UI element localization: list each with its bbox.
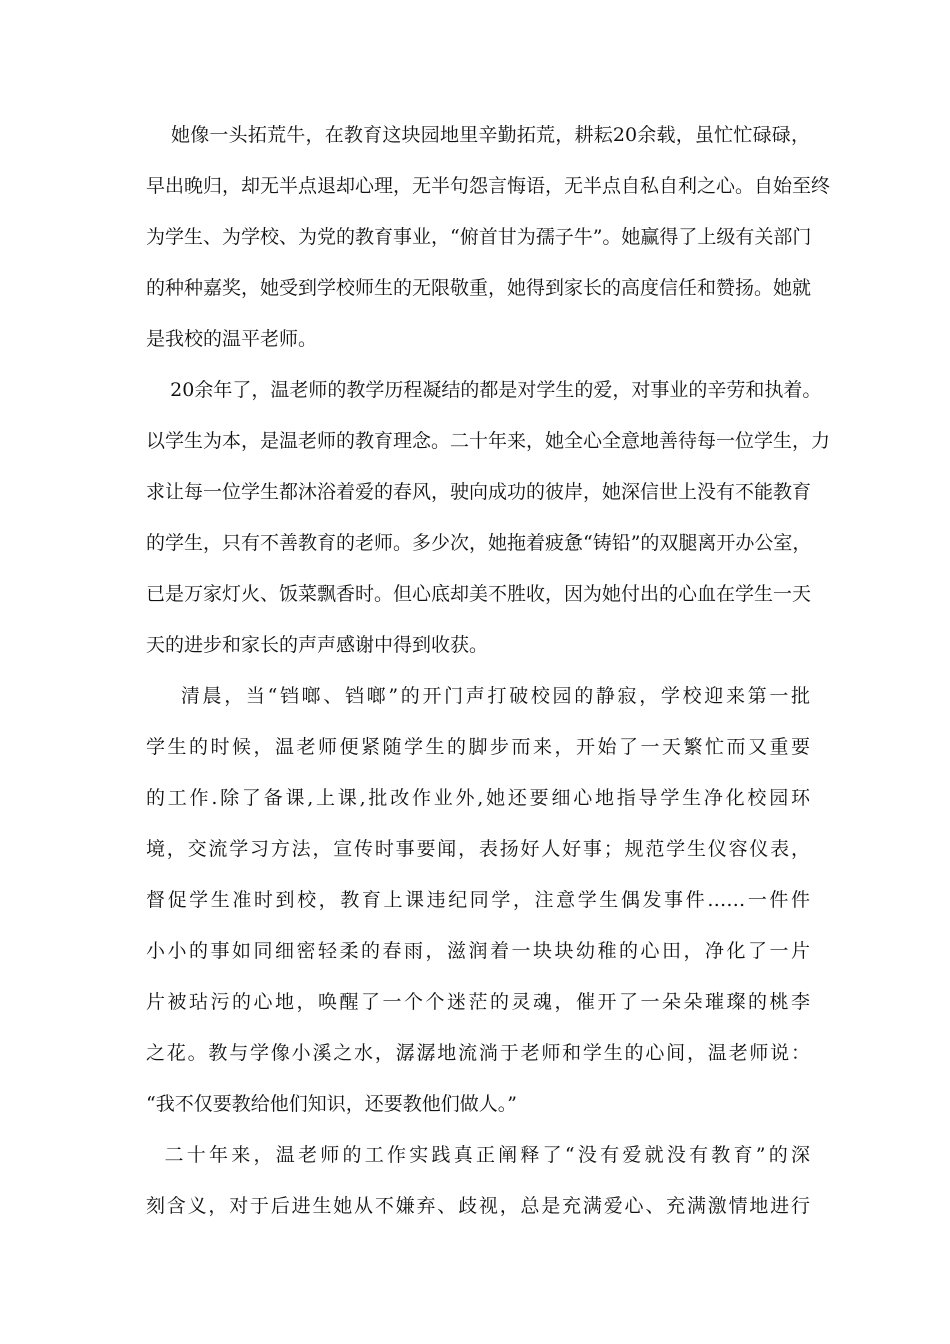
- text-line: 是我校的温平老师。: [146, 328, 318, 350]
- text-line: 学生的时候，温老师便紧随学生的脚步而来，开始了一天繁忙而又重要: [146, 736, 810, 758]
- text-line: 天的进步和家长的声声感谢中得到收获。: [146, 634, 489, 656]
- text-line: 刻含义，对于后进生她从不嫌弃、歧视，总是充满爱心、充满激情地进行: [146, 1195, 810, 1217]
- text-line: 求让每一位学生都沐浴着爱的春风，驶向成功的彼岸，她深信世上没有不能教育: [146, 481, 812, 503]
- document-body: [146, 110, 831, 1232]
- text-line: 的工作.除了备课,上课,批改作业外,她还要细心地指导学生净化校园环: [146, 787, 810, 809]
- text-line: 之花。教与学像小溪之水，潺潺地流淌于老师和学生的心间，温老师说：: [146, 1042, 810, 1064]
- paragraph: [146, 1130, 810, 1232]
- text-line: 清晨，当“铛啷、铛啷”的开门声打破校园的静寂，学校迎来第一批: [146, 685, 810, 707]
- text-line: “我不仅要教给他们知识，还要教他们做人。”: [146, 1093, 517, 1115]
- text-line: 的学生，只有不善教育的老师。多少次，她拖着疲惫“铸铅”的双腿离开办公室，: [146, 532, 812, 554]
- text-line: 督促学生准时到校，教育上课违纪同学，注意学生偶发事件……一件件: [146, 889, 810, 911]
- paragraph: [146, 110, 831, 365]
- text-line: 的种种嘉奖，她受到学校师生的无限敬重，她得到家长的高度信任和赞扬。她就: [146, 277, 812, 299]
- text-line: 以学生为本，是温老师的教育理念。二十年来，她全心全意地善待每一位学生，力: [146, 430, 831, 452]
- text-line: 二十年来，温老师的工作实践真正阐释了“没有爱就没有教育”的深: [146, 1144, 810, 1166]
- text-line: 片被玷污的心地，唤醒了一个个迷茫的灵魂，催开了一朵朵璀璨的桃李: [146, 991, 810, 1013]
- paragraph: [146, 671, 810, 1130]
- text-line: 为学生、为学校、为党的教育事业，“俯首甘为孺子牛”。她赢得了上级有关部门: [146, 226, 812, 248]
- text-line: 早出晚归，却无半点退却心理，无半句怨言悔语，无半点自私自利之心。自始至终: [146, 175, 831, 197]
- text-line: 境，交流学习方法，宣传时事要闻，表扬好人好事；规范学生仪容仪表，: [146, 838, 810, 860]
- paragraph: [146, 365, 831, 671]
- text-line: 已是万家灯火、饭菜飘香时。但心底却美不胜收，因为她付出的心血在学生一天: [146, 583, 812, 605]
- text-line: 小小的事如同细密轻柔的春雨，滋润着一块块幼稚的心田，净化了一片: [146, 940, 810, 962]
- text-line: 她像一头拓荒牛，在教育这块园地里辛勤拓荒，耕耘20余载，虽忙忙碌碌，: [146, 124, 810, 146]
- text-line: 20余年了，温老师的教学历程凝结的都是对学生的爱，对事业的辛劳和执着。: [146, 379, 822, 401]
